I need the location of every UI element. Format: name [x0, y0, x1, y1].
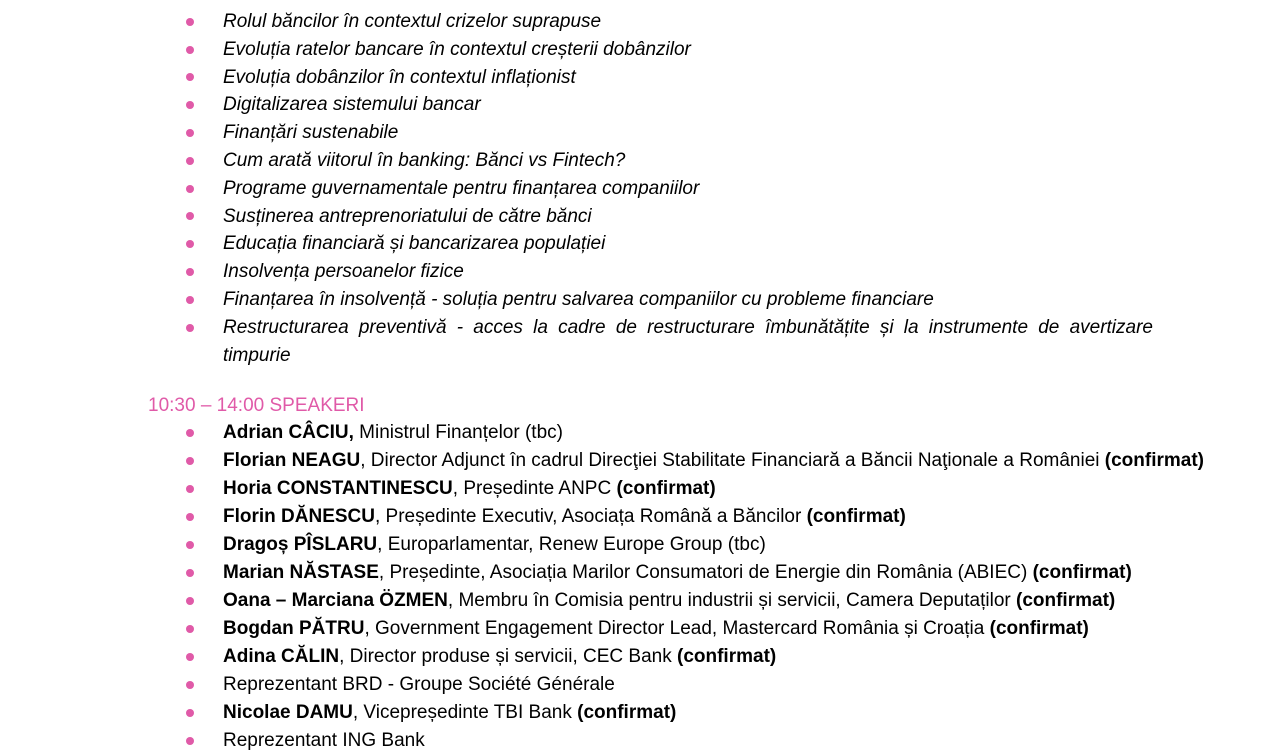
speaker-item: [0, 503, 1275, 531]
speaker-role: Reprezentant BRD - Groupe Société Générale: [223, 674, 615, 695]
topic-item: [0, 258, 1275, 286]
speaker-item: [0, 587, 1275, 615]
speaker-item: [0, 699, 1275, 727]
bullet-icon: [183, 699, 197, 727]
bullet-icon: [183, 447, 197, 475]
topic-text: Susținerea antreprenoriatului de către bănci: [223, 205, 592, 227]
speakers-list: [0, 419, 1275, 755]
speaker-item: [0, 671, 1275, 699]
speaker-item: [0, 447, 1275, 475]
bullet-icon: [183, 91, 197, 119]
bullet-icon: [183, 727, 197, 755]
section-title: 10:30 – 14:00 SPEAKERI: [148, 395, 365, 416]
speaker-name: Adrian CÂCIU,: [223, 422, 354, 443]
topic-text: Insolvența persoanelor fizice: [223, 261, 464, 283]
speaker-role: , Președinte ANPC: [452, 478, 617, 499]
speaker-status: (confirmat): [616, 478, 716, 499]
topic-item: [0, 8, 1275, 36]
speaker-status: (confirmat): [1032, 562, 1132, 583]
bullet-icon: [183, 531, 197, 559]
speaker-name: Florin DĂNESCU: [223, 506, 375, 527]
topic-item: [0, 119, 1275, 147]
speaker-name: Nicolae DAMU: [223, 702, 353, 723]
topic-item: [0, 230, 1275, 258]
topic-item: [0, 203, 1275, 231]
topic-text: Cum arată viitorul în banking: Bănci vs Fintech?: [223, 149, 626, 171]
topic-item: [0, 36, 1275, 64]
topic-text: Programe guvernamentale pentru finanțarea companiilor: [223, 177, 700, 199]
speaker-name: Marian NĂSTASE: [223, 562, 379, 583]
bullet-icon: [183, 36, 197, 64]
bullet-icon: [183, 503, 197, 531]
topic-text: Finanțări sustenabile: [223, 122, 399, 144]
speaker-status: (confirmat): [677, 646, 777, 667]
topic-text: Finanțarea în insolvență - soluția pentru salvarea companiilor cu probleme financiare: [223, 288, 934, 310]
speaker-name: Horia CONSTANTINESCU: [223, 478, 453, 499]
speaker-name: Adina CĂLIN: [223, 646, 340, 667]
bullet-icon: [183, 230, 197, 258]
speaker-item: [0, 559, 1275, 587]
bullet-icon: [183, 8, 197, 36]
speaker-name: Dragoș PÎSLARU: [223, 534, 378, 555]
bullet-icon: [183, 671, 197, 699]
speaker-status: (confirmat): [1104, 450, 1204, 471]
speaker-status: (confirmat): [577, 702, 677, 723]
speaker-role: Ministrul Finanțelor (tbc): [353, 422, 563, 443]
topic-text: Digitalizarea sistemului bancar: [223, 94, 481, 116]
bullet-icon: [183, 119, 197, 147]
speaker-role: , Președinte, Asociația Marilor Consumatori de Energie din România (ABIEC): [378, 562, 1033, 583]
speaker-status: (confirmat): [989, 618, 1089, 639]
topic-item: [0, 314, 1275, 370]
speaker-item: [0, 531, 1275, 559]
speaker-role: , Vicepreședinte TBI Bank: [352, 702, 578, 723]
speaker-role: , Președinte Executiv, Asociața Română a Băncilor: [375, 506, 807, 527]
bullet-icon: [183, 587, 197, 615]
bullet-icon: [183, 314, 197, 342]
bullet-icon: [183, 615, 197, 643]
bullet-icon: [183, 419, 197, 447]
topic-text: Educația financiară și bancarizarea populației: [223, 233, 606, 255]
bullet-icon: [183, 643, 197, 671]
speaker-name: Bogdan PĂTRU: [223, 618, 365, 639]
speaker-item: [0, 615, 1275, 643]
bullet-icon: [183, 64, 197, 92]
speaker-item: [0, 643, 1275, 671]
speaker-item: [0, 419, 1275, 447]
topic-text: Rolul băncilor în contextul crizelor suprapuse: [223, 11, 602, 32]
speaker-status: (confirmat): [1016, 590, 1116, 611]
topic-text: Evoluția ratelor bancare în contextul creșterii dobânzilor: [223, 38, 691, 60]
bullet-icon: [183, 175, 197, 203]
topic-text: Restructurarea preventivă - acces la cadre de restructurare îmbunătățite și la instrumente de avertizare timpurie: [223, 316, 1153, 366]
bullet-icon: [183, 258, 197, 286]
speaker-item: [0, 727, 1275, 755]
speaker-role: Reprezentant ING Bank: [223, 730, 425, 751]
speaker-role: , Director Adjunct în cadrul Direcţiei Stabilitate Financiară a Băncii Naţionale a României: [360, 450, 1105, 471]
topic-text: Evoluția dobânzilor în contextul inflaționist: [223, 66, 576, 88]
speaker-item: [0, 475, 1275, 503]
speaker-role: , Membru în Comisia pentru industrii și servicii, Camera Deputaților: [447, 590, 1016, 611]
speaker-role: , Director produse și servicii, CEC Bank: [339, 646, 677, 667]
topic-item: [0, 286, 1275, 314]
bullet-icon: [183, 203, 197, 231]
speaker-status: (confirmat): [806, 506, 906, 527]
speaker-name: Oana – Marciana ÖZMEN: [223, 590, 448, 611]
bullet-icon: [183, 475, 197, 503]
topic-item: [0, 147, 1275, 175]
topics-list: [0, 8, 1275, 369]
topic-item: [0, 91, 1275, 119]
speaker-role: , Government Engagement Director Lead, Mastercard România și Croația: [364, 618, 990, 639]
topic-item: [0, 175, 1275, 203]
bullet-icon: [183, 147, 197, 175]
speaker-name: Florian NEAGU: [223, 450, 361, 471]
bullet-icon: [183, 286, 197, 314]
bullet-icon: [183, 559, 197, 587]
speaker-role: , Europarlamentar, Renew Europe Group (tbc): [377, 534, 766, 555]
topic-item: [0, 64, 1275, 92]
